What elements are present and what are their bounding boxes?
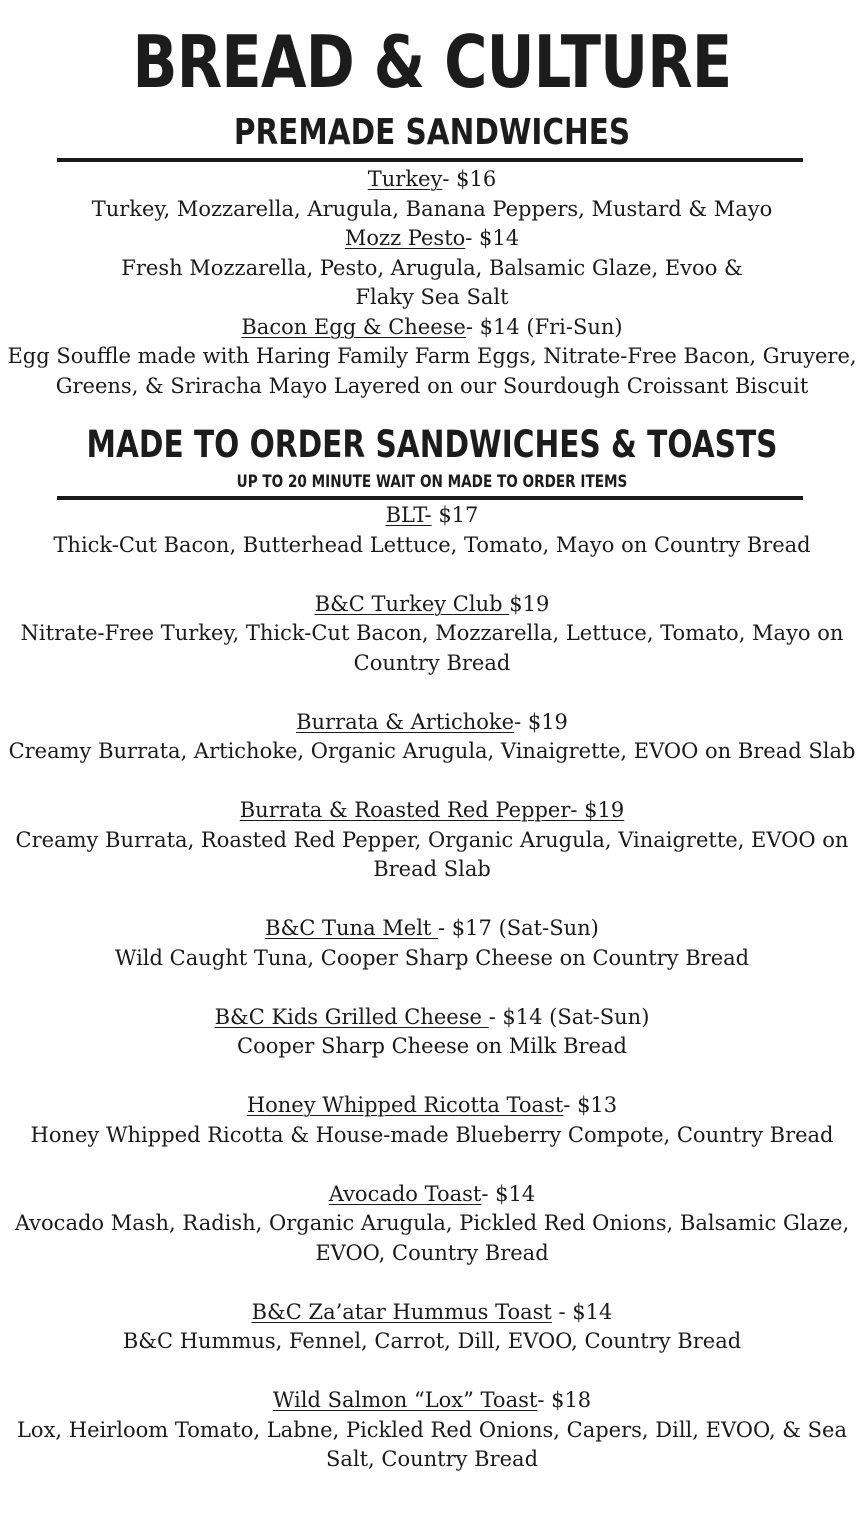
item-description: Creamy Burrata, Roasted Red Pepper, Organic Arugula, Vinaigrette, EVOO on Bread Slab <box>15 827 849 881</box>
item-price: - $19 <box>514 709 568 734</box>
section-divider <box>57 496 803 500</box>
item-name: B&C Turkey Club <box>314 591 510 616</box>
item-description: Lox, Heirloom Tomato, Labne, Pickled Red Onions, Capers, Dill, EVOO, & Sea Salt, Country Bread <box>16 1417 847 1471</box>
item-price: $17 <box>431 503 479 527</box>
item-description: Creamy Burrata, Artichoke, Organic Arugula, Vinaigrette, EVOO on Bread Slab <box>8 739 856 763</box>
item-price: $19 <box>509 591 550 616</box>
item-title <box>0 590 864 620</box>
item-name: Mozz Pesto <box>344 226 466 250</box>
item-name: B&C Kids Grilled Cheese <box>214 1004 489 1029</box>
item-price: - $14 <box>551 1299 613 1324</box>
menu-item <box>0 1386 864 1475</box>
premade-list <box>0 165 864 401</box>
item-name: Burrata & Artichoke <box>296 709 515 734</box>
item-description: Avocado Mash, Radish, Organic Arugula, Pickled Red Onions, Balsamic Glaze, EVOO, Country Bread <box>14 1211 850 1265</box>
item-title <box>0 1091 864 1121</box>
item-description: Egg Souffle made with Haring Family Farm Eggs, Nitrate-Free Bacon, Gruyere, Greens, & Sriracha Mayo Layered on our Sourdough Croissant Biscuit <box>7 344 857 398</box>
item-name: Avocado Toast <box>328 1181 482 1206</box>
made-to-order-list <box>0 501 864 1475</box>
item-title <box>0 1180 864 1210</box>
item-price: - $14 <box>481 1181 536 1206</box>
item-name: Wild Salmon “Lox” Toast <box>272 1388 538 1412</box>
item-name: Turkey <box>367 167 443 191</box>
menu-item <box>0 313 864 402</box>
brand-title: BREAD & CULTURE <box>132 20 732 104</box>
menu-item <box>0 590 864 679</box>
item-description: Honey Whipped Ricotta & House-made Blueberry Compote, Country Bread <box>30 1122 834 1147</box>
premade-heading: PREMADE SANDWICHES <box>233 112 631 153</box>
item-price: - $14 <box>465 226 520 250</box>
item-title <box>0 796 864 826</box>
item-name: B&C Tuna Melt <box>265 916 439 940</box>
item-description: Thick-Cut Bacon, Butterhead Lettuce, Tomato, Mayo on Country Bread <box>53 532 811 557</box>
item-price: - $13 <box>563 1093 618 1117</box>
menu-item <box>0 1298 864 1357</box>
item-price: - $17 <box>438 916 492 940</box>
menu-item <box>0 224 864 313</box>
item-description: B&C Hummus, Fennel, Carrot, Dill, EVOO, Country Bread <box>122 1329 742 1353</box>
item-note: (Sat-Sun) <box>491 916 599 940</box>
item-description: Nitrate-Free Turkey, Thick-Cut Bacon, Mozzarella, Lettuce, Tomato, Mayo on Country Bread <box>20 621 844 675</box>
item-note: (Sat-Sun) <box>542 1004 650 1029</box>
menu-item <box>0 501 864 560</box>
item-name: Burrata & Roasted Red Pepper- $19 <box>239 798 625 822</box>
item-title <box>0 313 864 343</box>
menu-item <box>0 708 864 767</box>
item-name: Bacon Egg & Cheese <box>241 314 466 339</box>
item-price: - $18 <box>537 1388 592 1412</box>
item-price: - $14 <box>488 1004 543 1029</box>
item-title <box>0 914 864 944</box>
menu-item <box>0 796 864 885</box>
item-description: Cooper Sharp Cheese on Milk Bread <box>237 1034 627 1058</box>
item-title <box>0 1298 864 1328</box>
item-price: - $14 <box>465 314 520 339</box>
item-title <box>0 501 864 531</box>
item-name: BLT- <box>385 503 432 527</box>
item-title <box>0 165 864 195</box>
item-title <box>0 708 864 738</box>
menu-item <box>0 914 864 973</box>
item-title <box>0 1386 864 1416</box>
item-title <box>0 224 864 254</box>
menu-item <box>0 1180 864 1269</box>
menu-item <box>0 165 864 224</box>
item-price: - $16 <box>442 167 497 191</box>
section-divider <box>57 158 803 162</box>
item-description: Turkey, Mozzarella, Arugula, Banana Peppers, Mustard & Mayo <box>91 196 773 221</box>
item-name: B&C Za’atar Hummus Toast <box>251 1299 552 1324</box>
item-description: Fresh Mozzarella, Pesto, Arugula, Balsamic Glaze, Evoo & Flaky Sea Salt <box>121 255 743 309</box>
menu-item <box>0 1091 864 1150</box>
item-name: Honey Whipped Ricotta Toast <box>246 1093 564 1117</box>
made-to-order-heading: MADE TO ORDER SANDWICHES & TOASTS <box>86 423 778 466</box>
item-description: Wild Caught Tuna, Cooper Sharp Cheese on Country Bread <box>114 945 750 970</box>
item-title <box>0 1003 864 1033</box>
wait-time-note: UP TO 20 MINUTE WAIT ON MADE TO ORDER ITEMS <box>236 472 628 492</box>
item-note: (Fri-Sun) <box>519 314 623 339</box>
menu-item <box>0 1003 864 1062</box>
